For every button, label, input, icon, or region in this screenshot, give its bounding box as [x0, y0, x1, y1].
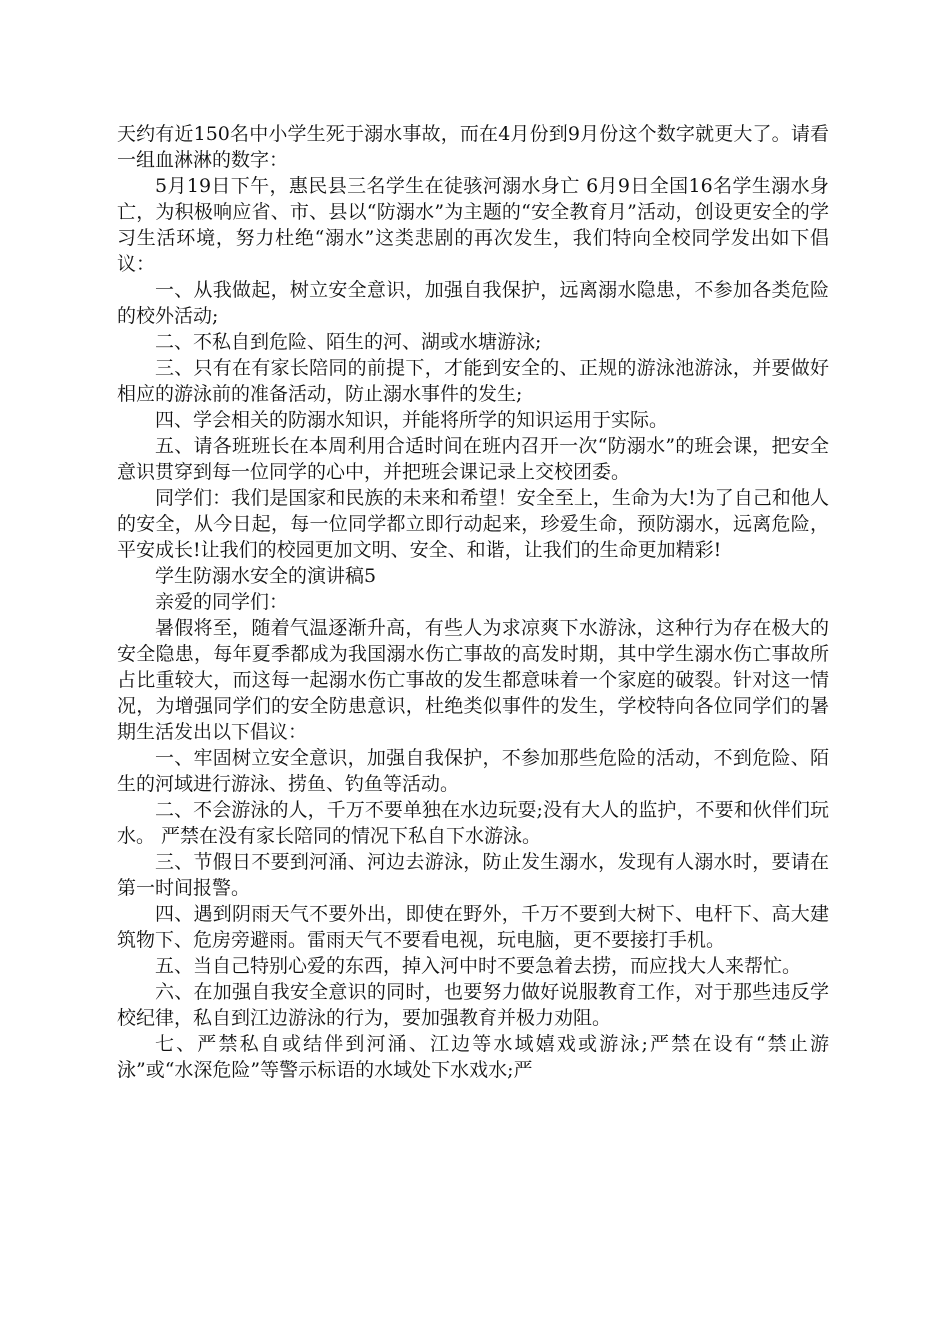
paragraph-continuation: 天约有近150名中小学生死于溺水事故，而在4月份到9月份这个数字就更大了。请看一组血淋淋的数字：: [117, 123, 829, 171]
paragraph-rule-7: 七、严禁私自或结伴到河涌、江边等水域嬉戏或游泳;严禁在设有“禁止游泳”或“水深危险”等警示标语的水域处下水戏水;严: [117, 1033, 829, 1081]
paragraph-rule-5: 五、当自己特别心爱的东西，掉入河中时不要急着去捞，而应找大人来帮忙。: [155, 955, 802, 977]
paragraph-rule-1: 一、牢固树立安全意识，加强自我保护，不参加那些危险的活动，不到危险、陌生的河域进行游泳、捞鱼、钓鱼等活动。: [117, 747, 829, 795]
paragraph-introduction: 暑假将至，随着气温逐渐升高，有些人为求凉爽下水游泳，这种行为存在极大的安全隐患，每年夏季都成为我国溺水伤亡事故的高发时期，其中学生溺水伤亡事故所占比重较大，而这每一起溺水伤亡事故的发生都意味着一个家庭的破裂。针对这一情况，为增强同学们的安全防患意识，杜绝类似事件的发生，学校特向各位同学们的暑期生活发出以下倡议：: [117, 617, 829, 743]
paragraph-proposal-1: 一、从我做起，树立安全意识，加强自我保护，远离溺水隐患，不参加各类危险的校外活动;: [117, 279, 829, 327]
document-page: [117, 121, 829, 1083]
paragraph-rule-6: 六、在加强自我安全意识的同时，也要努力做好说服教育工作，对于那些违反学校纪律，私自到江边游泳的行为，要加强教育并极力劝阻。: [117, 981, 829, 1029]
paragraph-incident-report: 5月19日下午，惠民县三名学生在徒骇河溺水身亡 6月9日全国16名学生溺水身亡，为积极响应省、市、县以“防溺水”为主题的“安全教育月”活动，创设更安全的学习生活环境，努力杜绝“溺水”这类悲剧的再次发生，我们特向全校同学发出如下倡议：: [117, 175, 829, 275]
paragraph-proposal-2: 二、不私自到危险、陌生的河、湖或水塘游泳;: [155, 331, 542, 353]
section-heading: 学生防溺水安全的演讲稿5: [155, 565, 377, 587]
paragraph-proposal-4: 四、学会相关的防溺水知识，并能将所学的知识运用于实际。: [155, 409, 669, 431]
paragraph-rule-2: 二、不会游泳的人，千万不要单独在水边玩耍;没有大人的监护，不要和伙伴们玩水。 严禁在没有家长陪同的情况下私自下水游泳。: [117, 799, 829, 847]
paragraph-proposal-3: 三、只有在有家长陪同的前提下，才能到安全的、正规的游泳池游泳，并要做好相应的游泳前的准备活动，防止溺水事件的发生;: [117, 357, 829, 405]
paragraph-proposal-5: 五、请各班班长在本周利用合适时间在班内召开一次“防溺水”的班会课，把安全意识贯穿到每一位同学的心中，并把班会课记录上交校团委。: [117, 435, 829, 483]
salutation: 亲爱的同学们：: [155, 591, 289, 613]
paragraph-rule-3: 三、节假日不要到河涌、河边去游泳，防止发生溺水，发现有人溺水时，要请在第一时间报警。: [117, 851, 829, 899]
paragraph-rule-4: 四、遇到阴雨天气不要外出，即使在野外，千万不要到大树下、电杆下、高大建筑物下、危房旁避雨。雷雨天气不要看电视，玩电脑，更不要接打手机。: [117, 903, 829, 951]
paragraph-closing-appeal: 同学们：我们是国家和民族的未来和希望！安全至上，生命为大!为了自己和他人的安全，从今日起，每一位同学都立即行动起来，珍爱生命，预防溺水，远离危险，平安成长!让我们的校园更加文明、安全、和谐，让我们的生命更加精彩!: [117, 487, 829, 561]
